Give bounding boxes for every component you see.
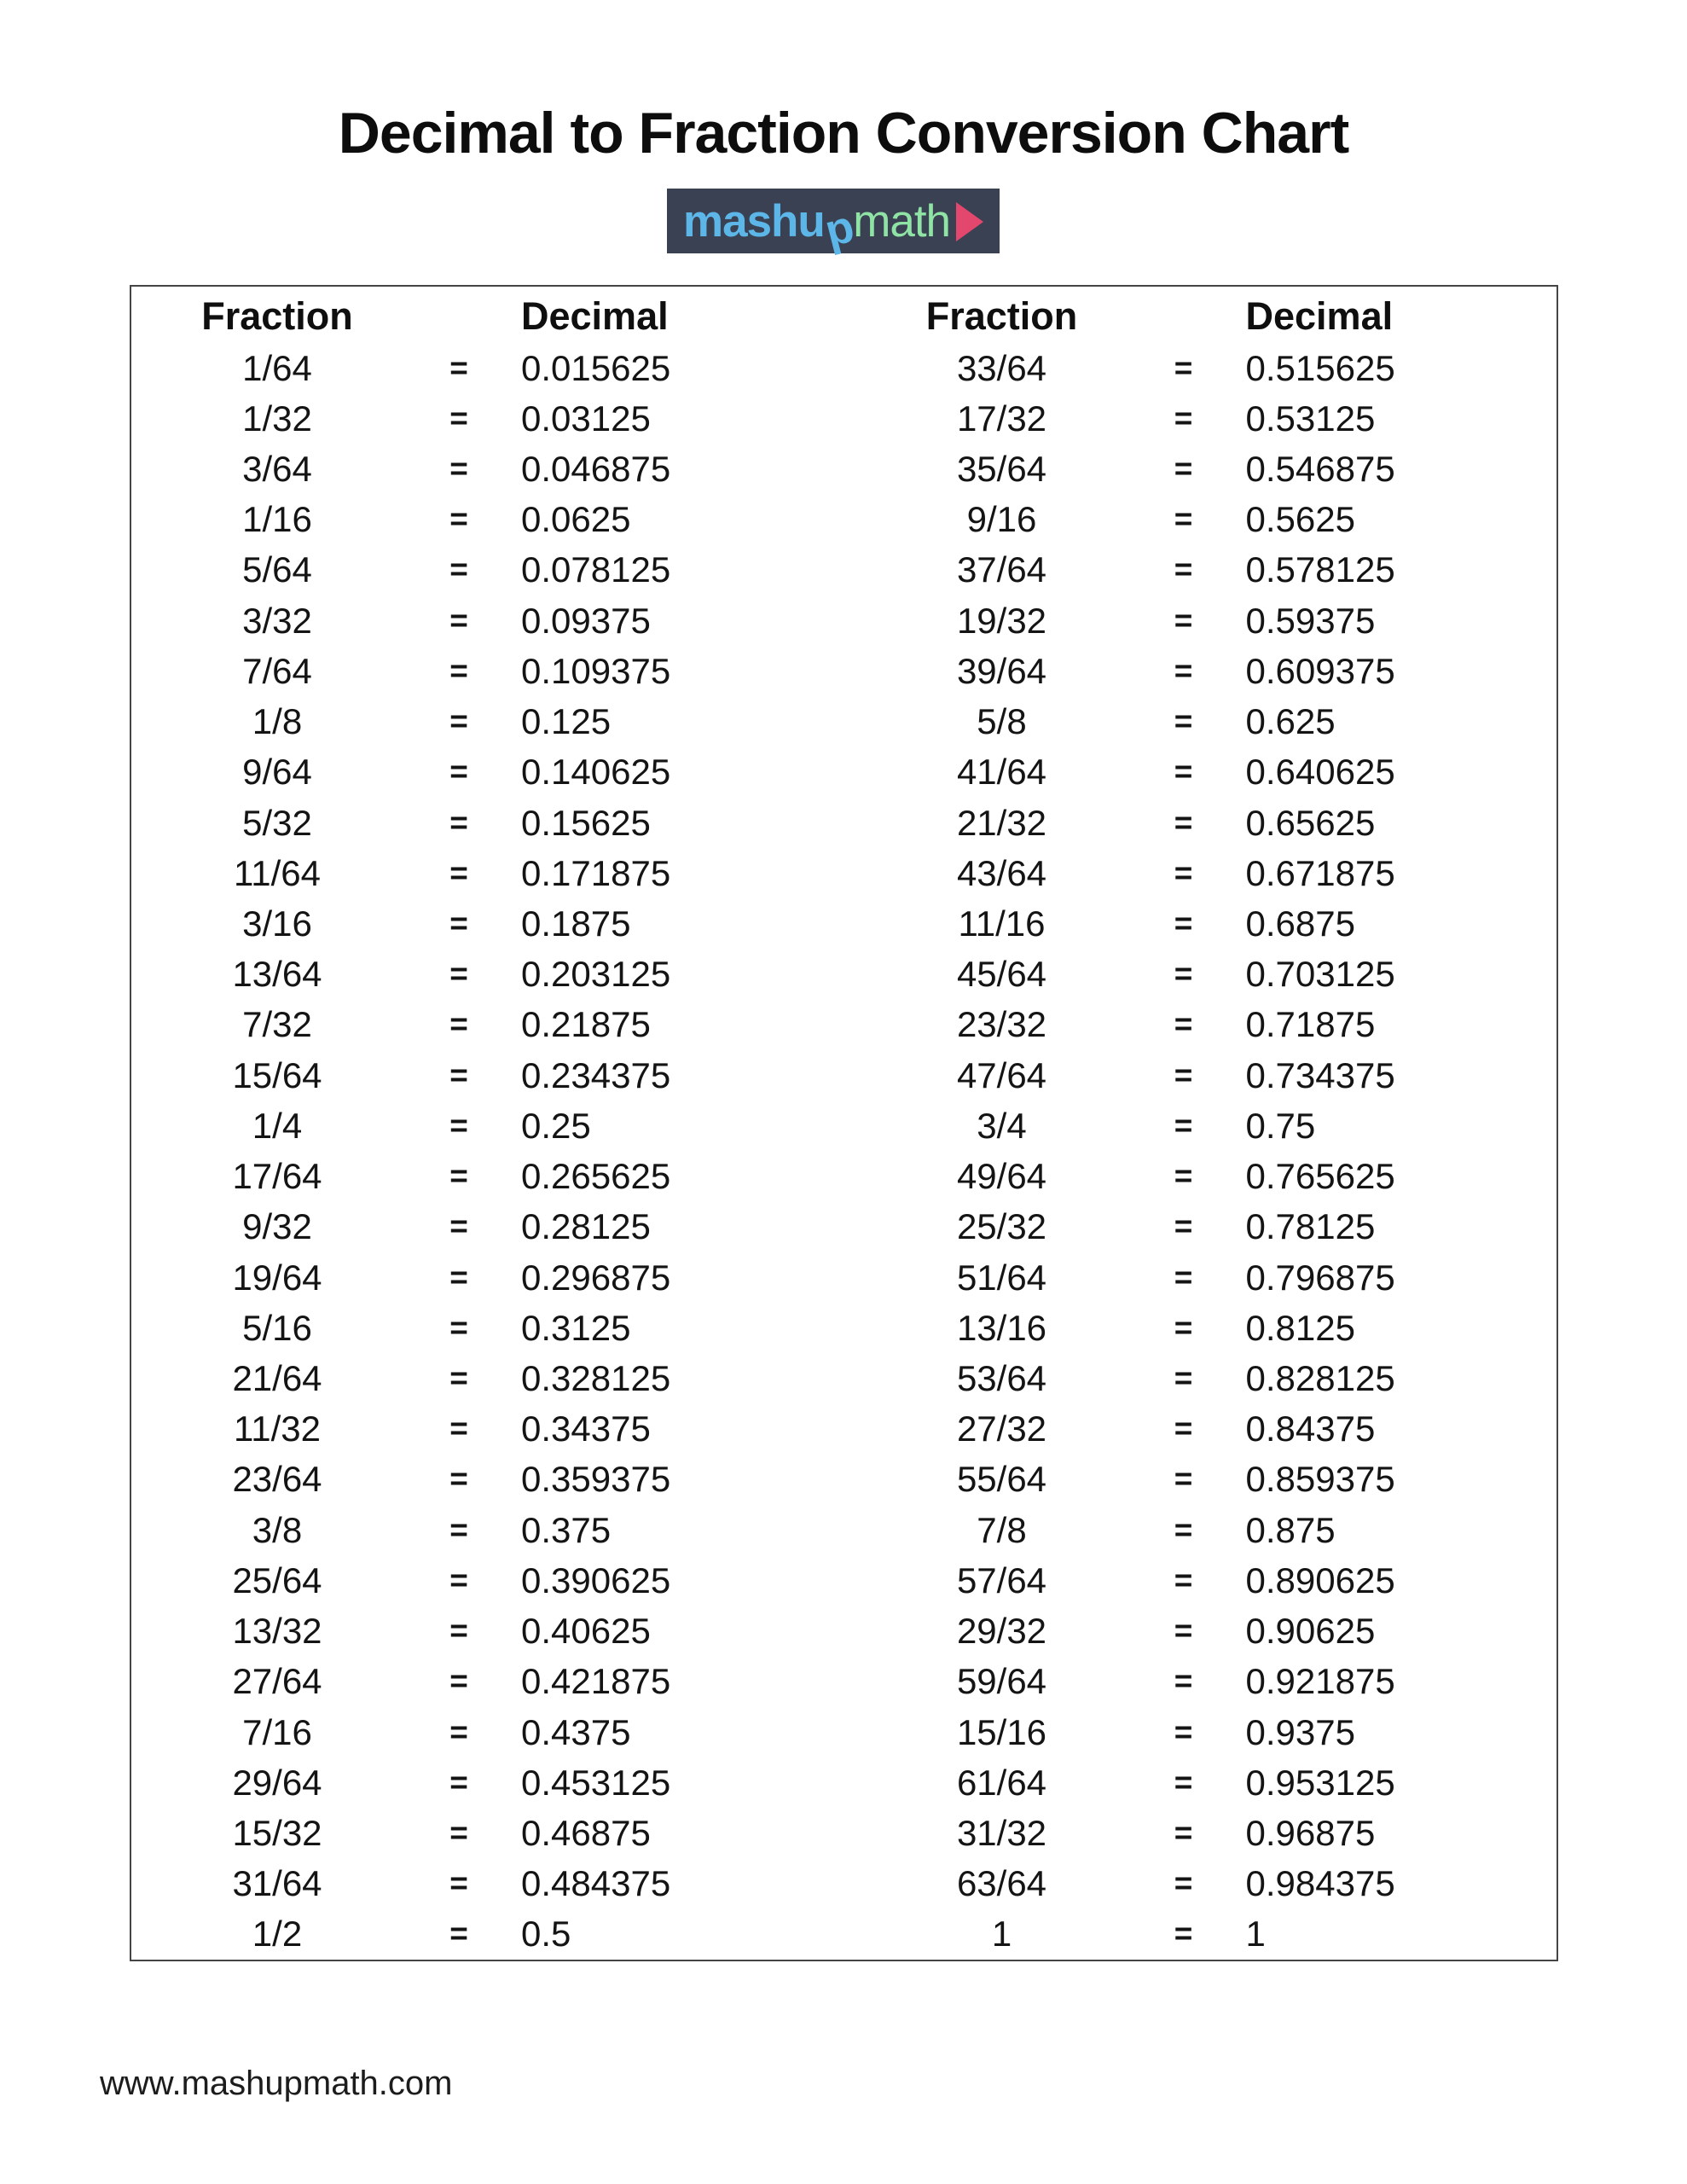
equals-sign: = xyxy=(1174,754,1193,790)
decimal-cell: 0.78125 xyxy=(1245,1206,1376,1247)
equals-sign: = xyxy=(449,1664,468,1699)
decimal-cell: 0.671875 xyxy=(1245,852,1395,893)
fraction-cell: 5/64 xyxy=(242,549,312,590)
table-row xyxy=(856,1909,1557,1960)
decimal-column-header: Decimal xyxy=(521,294,669,338)
decimal-cell: 0.828125 xyxy=(1245,1357,1395,1398)
decimal-cell: 0.125 xyxy=(521,701,612,742)
fraction-cell: 13/16 xyxy=(956,1307,1047,1348)
table-row xyxy=(131,646,844,696)
equals-sign: = xyxy=(449,1107,468,1143)
table-row xyxy=(131,1152,844,1202)
equals-sign: = xyxy=(449,1209,468,1245)
table-row xyxy=(131,444,844,494)
fraction-cell: 57/64 xyxy=(956,1560,1047,1600)
fraction-cell: 1/64 xyxy=(242,347,312,388)
table-row xyxy=(131,1606,844,1656)
table-row xyxy=(856,646,1557,696)
table-row xyxy=(131,950,844,1000)
table-row xyxy=(856,343,1557,393)
table-row xyxy=(131,1404,844,1455)
fraction-cell: 29/32 xyxy=(956,1611,1047,1652)
equals-sign: = xyxy=(449,502,468,537)
table-row xyxy=(131,1353,844,1403)
fraction-cell: 15/16 xyxy=(956,1711,1047,1752)
decimal-cell: 0.59375 xyxy=(1245,600,1376,641)
fraction-cell: 7/16 xyxy=(242,1711,312,1752)
table-row xyxy=(856,1000,1557,1050)
fraction-cell: 17/32 xyxy=(956,398,1047,439)
fraction-cell: 1/8 xyxy=(252,701,303,742)
decimal-cell: 0.65625 xyxy=(1245,802,1376,843)
conversion-table xyxy=(130,285,1558,1961)
decimal-cell: 0.90625 xyxy=(1245,1611,1376,1652)
fraction-cell: 47/64 xyxy=(956,1054,1047,1095)
fraction-cell: 35/64 xyxy=(956,449,1047,490)
equals-sign: = xyxy=(1174,1916,1193,1952)
equals-sign: = xyxy=(449,1512,468,1548)
decimal-cell: 0.40625 xyxy=(521,1611,651,1652)
fraction-cell: 55/64 xyxy=(956,1459,1047,1500)
equals-sign: = xyxy=(449,400,468,436)
equals-sign: = xyxy=(1174,855,1193,891)
table-row xyxy=(856,595,1557,646)
table-row xyxy=(131,1101,844,1151)
decimal-cell: 0.4375 xyxy=(521,1711,631,1752)
mashupmath-logo xyxy=(667,189,1000,257)
fraction-cell: 3/16 xyxy=(242,903,312,944)
table-row xyxy=(131,1000,844,1050)
equals-sign: = xyxy=(449,1310,468,1345)
equals-sign: = xyxy=(449,1007,468,1043)
decimal-cell: 0.296875 xyxy=(521,1257,671,1298)
table-row xyxy=(856,1707,1557,1757)
equals-sign: = xyxy=(449,906,468,942)
table-row xyxy=(856,747,1557,798)
equals-sign: = xyxy=(1174,1512,1193,1548)
equals-sign: = xyxy=(1174,1360,1193,1396)
decimal-cell: 0.890625 xyxy=(1245,1560,1395,1600)
decimal-cell: 0.953125 xyxy=(1245,1762,1395,1803)
decimal-cell: 0.53125 xyxy=(1245,398,1376,439)
decimal-column-header: Decimal xyxy=(1245,294,1394,338)
equals-sign: = xyxy=(449,754,468,790)
table-row xyxy=(131,393,844,444)
decimal-cell: 0.453125 xyxy=(521,1762,671,1803)
fraction-cell: 1/16 xyxy=(242,499,312,540)
fraction-cell: 61/64 xyxy=(956,1762,1047,1803)
table-row xyxy=(856,1757,1557,1808)
decimal-cell: 0.109375 xyxy=(521,650,671,691)
fraction-cell: 11/32 xyxy=(234,1409,321,1449)
equals-sign: = xyxy=(449,704,468,740)
equals-sign: = xyxy=(1174,1461,1193,1497)
fraction-cell: 45/64 xyxy=(956,954,1047,995)
fraction-cell: 59/64 xyxy=(956,1661,1047,1702)
equals-sign: = xyxy=(1174,350,1193,386)
equals-sign: = xyxy=(1174,1764,1193,1800)
decimal-cell: 0.0625 xyxy=(521,499,631,540)
equals-sign: = xyxy=(1174,502,1193,537)
decimal-cell: 0.375 xyxy=(521,1509,612,1550)
equals-sign: = xyxy=(1174,653,1193,688)
decimal-cell: 0.21875 xyxy=(521,1004,651,1045)
equals-sign: = xyxy=(449,1562,468,1598)
equals-sign: = xyxy=(1174,1714,1193,1750)
play-triangle-icon xyxy=(956,202,983,241)
decimal-cell: 0.734375 xyxy=(1245,1054,1395,1095)
fraction-cell: 25/64 xyxy=(232,1560,322,1600)
fraction-cell: 7/32 xyxy=(242,1004,312,1045)
equals-sign: = xyxy=(449,956,468,992)
decimal-cell: 0.5 xyxy=(521,1914,571,1955)
decimal-cell: 0.546875 xyxy=(1245,449,1395,490)
table-row xyxy=(856,1606,1557,1656)
equals-sign: = xyxy=(449,1613,468,1649)
fraction-cell: 39/64 xyxy=(956,650,1047,691)
table-row xyxy=(131,1505,844,1555)
decimal-cell: 0.046875 xyxy=(521,449,671,490)
table-row xyxy=(131,798,844,848)
fraction-cell: 41/64 xyxy=(956,752,1047,793)
fraction-cell: 9/32 xyxy=(242,1206,312,1247)
page-title: Decimal to Fraction Conversion Chart xyxy=(338,101,1349,166)
table-left-header xyxy=(131,290,844,343)
table-row xyxy=(856,1303,1557,1353)
logo-word-math: math xyxy=(853,195,951,247)
table-right-half xyxy=(844,287,1557,1960)
table-row xyxy=(856,1808,1557,1858)
equals-sign: = xyxy=(449,1259,468,1295)
table-row xyxy=(131,595,844,646)
table-row xyxy=(131,1303,844,1353)
fraction-column-header: Fraction xyxy=(925,294,1078,338)
table-row xyxy=(131,1555,844,1606)
fraction-cell: 3/32 xyxy=(242,600,312,641)
equals-sign: = xyxy=(449,1714,468,1750)
equals-sign: = xyxy=(449,1764,468,1800)
decimal-cell: 1 xyxy=(1245,1914,1266,1955)
decimal-cell: 0.765625 xyxy=(1245,1156,1395,1197)
fraction-cell: 13/64 xyxy=(232,954,322,995)
decimal-cell: 0.984375 xyxy=(1245,1863,1395,1904)
fraction-cell: 21/32 xyxy=(956,802,1047,843)
equals-sign: = xyxy=(1174,451,1193,487)
fraction-cell: 43/64 xyxy=(956,852,1047,893)
equals-sign: = xyxy=(449,1916,468,1952)
fraction-cell: 19/32 xyxy=(956,600,1047,641)
logo-letter-p: p xyxy=(820,200,859,257)
table-row xyxy=(131,1859,844,1909)
fraction-cell: 3/4 xyxy=(977,1105,1027,1146)
table-row xyxy=(131,1757,844,1808)
equals-sign: = xyxy=(1174,1107,1193,1143)
table-row xyxy=(131,1657,844,1707)
fraction-cell: 33/64 xyxy=(956,347,1047,388)
equals-sign: = xyxy=(1174,1664,1193,1699)
fraction-cell: 49/64 xyxy=(956,1156,1047,1197)
decimal-cell: 0.859375 xyxy=(1245,1459,1395,1500)
table-row xyxy=(856,393,1557,444)
equals-sign: = xyxy=(1174,602,1193,638)
equals-sign: = xyxy=(1174,552,1193,588)
equals-sign: = xyxy=(449,1461,468,1497)
table-right-header xyxy=(856,290,1557,343)
fraction-cell: 31/32 xyxy=(956,1812,1047,1853)
fraction-cell: 15/32 xyxy=(232,1812,322,1853)
table-row xyxy=(131,495,844,545)
decimal-cell: 0.703125 xyxy=(1245,954,1395,995)
table-row xyxy=(856,848,1557,898)
table-row xyxy=(856,1252,1557,1303)
equals-sign: = xyxy=(1174,1057,1193,1093)
equals-sign: = xyxy=(449,1159,468,1194)
decimal-cell: 0.265625 xyxy=(521,1156,671,1197)
decimal-cell: 0.578125 xyxy=(1245,549,1395,590)
fraction-cell: 27/32 xyxy=(956,1409,1047,1449)
decimal-cell: 0.3125 xyxy=(521,1307,631,1348)
equals-sign: = xyxy=(1174,1209,1193,1245)
decimal-cell: 0.359375 xyxy=(521,1459,671,1500)
table-row xyxy=(856,1202,1557,1252)
equals-sign: = xyxy=(1174,906,1193,942)
fraction-cell: 15/64 xyxy=(232,1054,322,1095)
decimal-cell: 0.609375 xyxy=(1245,650,1395,691)
equals-sign: = xyxy=(449,552,468,588)
decimal-cell: 0.9375 xyxy=(1245,1711,1355,1752)
table-row xyxy=(131,1252,844,1303)
equals-sign: = xyxy=(449,1057,468,1093)
decimal-cell: 0.71875 xyxy=(1245,1004,1376,1045)
decimal-cell: 0.640625 xyxy=(1245,752,1395,793)
fraction-cell: 7/64 xyxy=(242,650,312,691)
table-row xyxy=(131,898,844,949)
decimal-cell: 0.234375 xyxy=(521,1054,671,1095)
table-row xyxy=(856,1404,1557,1455)
fraction-cell: 37/64 xyxy=(956,549,1047,590)
table-row xyxy=(131,747,844,798)
fraction-cell: 9/16 xyxy=(966,499,1037,540)
equals-sign: = xyxy=(449,350,468,386)
table-row xyxy=(856,444,1557,494)
fraction-cell: 7/8 xyxy=(977,1509,1027,1550)
fraction-cell: 11/16 xyxy=(958,903,1046,944)
fraction-cell: 17/64 xyxy=(232,1156,322,1197)
fraction-cell: 27/64 xyxy=(232,1661,322,1702)
equals-sign: = xyxy=(1174,1411,1193,1447)
equals-sign: = xyxy=(449,804,468,840)
decimal-cell: 0.5625 xyxy=(1245,499,1355,540)
equals-sign: = xyxy=(1174,956,1193,992)
fraction-cell: 23/64 xyxy=(232,1459,322,1500)
equals-sign: = xyxy=(1174,1310,1193,1345)
table-row xyxy=(131,1202,844,1252)
table-row xyxy=(856,1050,1557,1101)
table-row xyxy=(131,343,844,393)
decimal-cell: 0.484375 xyxy=(521,1863,671,1904)
fraction-cell: 5/8 xyxy=(977,701,1027,742)
fraction-cell: 1 xyxy=(991,1914,1012,1955)
decimal-cell: 0.015625 xyxy=(521,347,671,388)
equals-sign: = xyxy=(1174,1259,1193,1295)
decimal-cell: 0.796875 xyxy=(1245,1257,1395,1298)
table-row xyxy=(131,1707,844,1757)
decimal-cell: 0.1875 xyxy=(521,903,631,944)
decimal-cell: 0.203125 xyxy=(521,954,671,995)
decimal-cell: 0.515625 xyxy=(1245,347,1395,388)
logo-word-mashup xyxy=(682,195,859,257)
table-row xyxy=(856,1859,1557,1909)
table-row xyxy=(856,1505,1557,1555)
table-row xyxy=(131,1909,844,1960)
equals-sign: = xyxy=(449,451,468,487)
table-row xyxy=(131,848,844,898)
equals-sign: = xyxy=(1174,1007,1193,1043)
equals-sign: = xyxy=(1174,1159,1193,1194)
fraction-cell: 25/32 xyxy=(956,1206,1047,1247)
decimal-cell: 0.390625 xyxy=(521,1560,671,1600)
decimal-cell: 0.25 xyxy=(521,1105,591,1146)
fraction-cell: 3/8 xyxy=(252,1509,303,1550)
fraction-cell: 53/64 xyxy=(956,1357,1047,1398)
decimal-cell: 0.875 xyxy=(1245,1509,1336,1550)
equals-sign: = xyxy=(449,1360,468,1396)
equals-sign: = xyxy=(1174,1866,1193,1902)
equals-sign: = xyxy=(1174,704,1193,740)
decimal-cell: 0.171875 xyxy=(521,852,671,893)
table-row xyxy=(131,1455,844,1505)
table-row xyxy=(856,1353,1557,1403)
table-row xyxy=(856,1101,1557,1151)
fraction-cell: 51/64 xyxy=(956,1257,1047,1298)
decimal-cell: 0.6875 xyxy=(1245,903,1355,944)
equals-sign: = xyxy=(1174,804,1193,840)
decimal-cell: 0.078125 xyxy=(521,549,671,590)
decimal-cell: 0.09375 xyxy=(521,600,651,641)
equals-sign: = xyxy=(449,1815,468,1850)
fraction-cell: 11/64 xyxy=(234,852,321,893)
decimal-cell: 0.75 xyxy=(1245,1105,1316,1146)
equals-sign: = xyxy=(1174,400,1193,436)
table-right-rows xyxy=(856,343,1557,1960)
logo-word-mashup-prefix: mashu xyxy=(682,195,825,247)
fraction-cell: 5/32 xyxy=(242,802,312,843)
table-row xyxy=(856,697,1557,747)
fraction-cell: 13/32 xyxy=(232,1611,322,1652)
fraction-cell: 21/64 xyxy=(232,1357,322,1398)
equals-sign: = xyxy=(449,1866,468,1902)
fraction-cell: 1/32 xyxy=(242,398,312,439)
decimal-cell: 0.03125 xyxy=(521,398,651,439)
table-row xyxy=(856,1555,1557,1606)
decimal-cell: 0.8125 xyxy=(1245,1307,1355,1348)
decimal-cell: 0.328125 xyxy=(521,1357,671,1398)
table-row xyxy=(131,545,844,595)
table-row xyxy=(131,697,844,747)
website-url: www.mashupmath.com xyxy=(100,2065,453,2102)
fraction-cell: 63/64 xyxy=(956,1863,1047,1904)
fraction-column-header: Fraction xyxy=(201,294,353,338)
table-row xyxy=(856,950,1557,1000)
table-row xyxy=(131,1808,844,1858)
table-left-half xyxy=(131,287,844,1960)
decimal-cell: 0.84375 xyxy=(1245,1409,1376,1449)
decimal-cell: 0.34375 xyxy=(521,1409,651,1449)
fraction-cell: 5/16 xyxy=(242,1307,312,1348)
fraction-cell: 19/64 xyxy=(232,1257,322,1298)
table-row xyxy=(131,1050,844,1101)
fraction-cell: 29/64 xyxy=(232,1762,322,1803)
fraction-cell: 31/64 xyxy=(232,1863,322,1904)
table-left-rows xyxy=(131,343,844,1960)
table-row xyxy=(856,495,1557,545)
table-row xyxy=(856,1152,1557,1202)
decimal-cell: 0.921875 xyxy=(1245,1661,1395,1702)
equals-sign: = xyxy=(1174,1613,1193,1649)
fraction-cell: 3/64 xyxy=(242,449,312,490)
decimal-cell: 0.28125 xyxy=(521,1206,651,1247)
decimal-cell: 0.15625 xyxy=(521,802,651,843)
equals-sign: = xyxy=(449,602,468,638)
fraction-cell: 1/2 xyxy=(252,1914,303,1955)
equals-sign: = xyxy=(449,1411,468,1447)
decimal-cell: 0.46875 xyxy=(521,1812,651,1853)
table-row xyxy=(856,898,1557,949)
equals-sign: = xyxy=(449,855,468,891)
table-row xyxy=(856,798,1557,848)
decimal-cell: 0.96875 xyxy=(1245,1812,1376,1853)
fraction-cell: 23/32 xyxy=(956,1004,1047,1045)
table-row xyxy=(856,1455,1557,1505)
table-row xyxy=(856,1657,1557,1707)
decimal-cell: 0.625 xyxy=(1245,701,1336,742)
equals-sign: = xyxy=(1174,1815,1193,1850)
decimal-cell: 0.421875 xyxy=(521,1661,671,1702)
equals-sign: = xyxy=(449,653,468,688)
decimal-cell: 0.140625 xyxy=(521,752,671,793)
table-row xyxy=(856,545,1557,595)
equals-sign: = xyxy=(1174,1562,1193,1598)
fraction-cell: 1/4 xyxy=(252,1105,303,1146)
fraction-cell: 9/64 xyxy=(242,752,312,793)
